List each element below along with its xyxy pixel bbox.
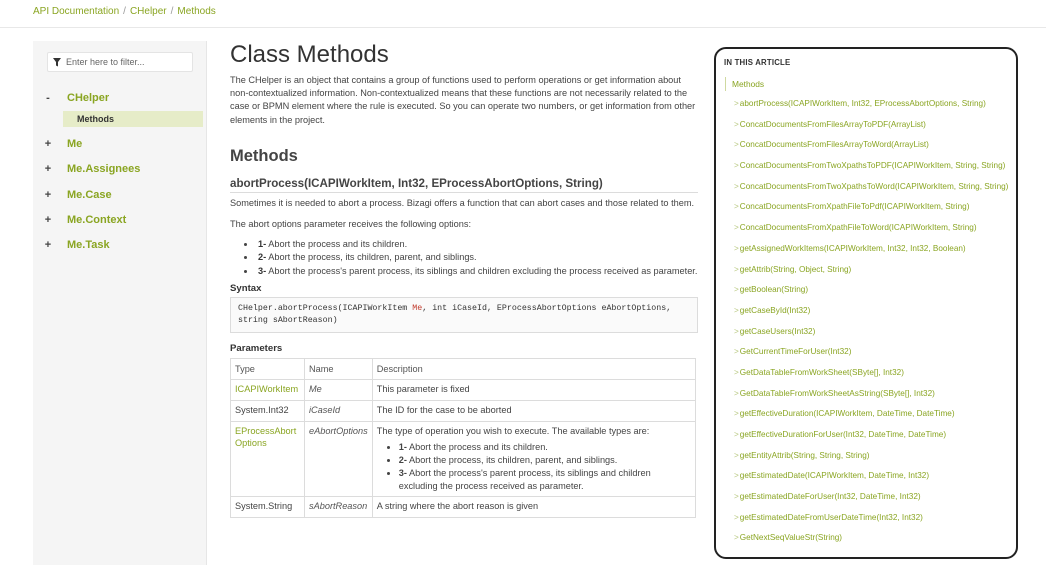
chevron-right-icon: > [734, 161, 739, 171]
param-description [372, 422, 695, 497]
expand-toggle[interactable]: + [44, 163, 52, 175]
toc-link[interactable] [734, 471, 1008, 492]
breadcrumb-separator: / [170, 6, 174, 17]
toc-link[interactable] [734, 368, 1008, 389]
toc-link-label[interactable]: GetDataTableFromWorkSheet(SByte[], Int32) [739, 367, 904, 377]
table-row [231, 422, 696, 497]
options-list [256, 238, 698, 279]
sidebar-item-me-case[interactable] [33, 185, 207, 205]
header-divider [0, 27, 1046, 28]
list-item [399, 467, 691, 493]
param-name: sAbortReason [305, 497, 373, 518]
method-title: abortProcess(ICAPIWorkItem, Int32, EProcessAbortOptions, String) [230, 176, 698, 193]
option-number: 1- [398, 442, 407, 453]
toc-link-label[interactable]: ConcatDocumentsFromFilesArrayToPDF(ArrayList) [739, 119, 926, 129]
chevron-right-icon: > [734, 430, 739, 439]
toc-link[interactable] [734, 223, 1008, 244]
toc-indicator [725, 77, 726, 91]
param-type [231, 422, 305, 497]
chevron-right-icon: > [734, 347, 739, 357]
option-text: Abort the process's parent process, its siblings and children excluding the process received as parameter. [398, 468, 651, 492]
parameters-table [230, 358, 696, 518]
chevron-right-icon: > [734, 202, 739, 212]
breadcrumb-root-link[interactable]: API Documentation [33, 6, 120, 17]
page-title: Class Methods [230, 41, 389, 68]
option-text: Abort the process's parent process, its siblings and children excluding the process received as parameter. [268, 265, 698, 276]
toc-link[interactable] [734, 492, 1008, 513]
toc-link-label[interactable]: ConcatDocumentsFromTwoXpathsToWord(ICAPIWorkItem, String, String) [739, 181, 1009, 191]
sidebar-item-label[interactable]: Me.Case [67, 189, 112, 201]
toc-link[interactable] [734, 306, 1008, 327]
sidebar [33, 41, 207, 565]
sidebar-item-label[interactable]: CHelper [67, 92, 110, 104]
column-header-name: Name [305, 359, 373, 380]
param-type: System.Int32 [231, 401, 305, 422]
sidebar-item-label[interactable]: Me.Assignees [67, 163, 141, 175]
main-content [230, 40, 698, 518]
sidebar-item-label[interactable]: Me.Context [67, 214, 127, 226]
code-text: CHelper.abortProcess(ICAPIWorkItem [238, 304, 413, 314]
breadcrumb [33, 6, 216, 17]
toc-link[interactable] [734, 430, 1008, 451]
code-text: , int iCaseId, EProcessAbortOptions eAbortOptions, string sAbortReason) [238, 304, 672, 326]
filter-input[interactable] [66, 57, 186, 67]
toc-link-label[interactable]: getEntityAttrib(String, String, String) [739, 450, 870, 460]
toc-list [734, 99, 1008, 554]
option-text: Abort the process, its children, parent, and siblings. [268, 252, 477, 263]
options-list [399, 441, 691, 493]
toc-link[interactable] [734, 265, 1008, 286]
methods-heading: Methods [230, 146, 298, 165]
toc-link-label[interactable]: ConcatDocumentsFromXpathFileToPdf(ICAPIWorkItem, String) [739, 202, 970, 212]
toc-link-label[interactable]: getEstimatedDate(ICAPIWorkItem, DateTime, Int32) [739, 471, 930, 481]
table-row [231, 497, 696, 518]
table-row [231, 401, 696, 422]
toc-link[interactable] [734, 99, 1008, 120]
column-header-description: Description [372, 359, 695, 380]
sidebar-item-methods[interactable] [63, 111, 203, 127]
chevron-right-icon: > [734, 243, 739, 253]
toc-root-link[interactable]: Methods [732, 79, 765, 89]
toc-link[interactable] [734, 533, 1008, 554]
list-item [399, 454, 691, 467]
chevron-right-icon: > [734, 409, 739, 419]
toc-link-label[interactable]: getEstimatedDateForUser(Int32, DateTime, Int32) [739, 492, 921, 502]
list-item [399, 441, 691, 454]
option-text: Abort the process, its children, parent, and siblings. [408, 455, 618, 466]
collapse-toggle[interactable]: - [46, 92, 50, 104]
toc-link[interactable] [734, 347, 1008, 368]
param-type [231, 380, 305, 401]
chevron-right-icon: > [734, 367, 739, 377]
chevron-right-icon: > [734, 140, 739, 150]
option-number: 3- [258, 265, 267, 276]
toc-link[interactable] [734, 285, 1008, 306]
filter-icon [53, 58, 61, 67]
syntax-heading: Syntax [230, 283, 262, 295]
option-text: Abort the process and its children. [268, 238, 408, 249]
filter-box[interactable] [47, 52, 193, 72]
option-number: 1- [258, 238, 267, 249]
toc-link-label[interactable]: getEffectiveDurationForUser(Int32, DateTime, DateTime) [739, 430, 947, 439]
code-keyword: Me [412, 304, 423, 314]
in-this-article-panel [714, 47, 1018, 559]
toc-link[interactable] [734, 140, 1008, 161]
chevron-right-icon: > [734, 450, 739, 460]
param-name: eAbortOptions [305, 422, 373, 497]
param-description: This parameter is fixed [372, 380, 695, 401]
expand-toggle[interactable]: + [44, 189, 52, 201]
table-header-row [231, 359, 696, 380]
toc-link[interactable] [734, 120, 1008, 141]
method-description: Sometimes it is needed to abort a process. Bizagi offers a function that can abort cases and those related to them. [230, 197, 695, 208]
toc-link-label[interactable]: getEffectiveDuration(ICAPIWorkItem, DateTime, DateTime) [739, 409, 955, 419]
intro-paragraph: The CHelper is an object that contains a group of functions used to perform operations or get information about non-contextualized information. Non-contextualized means that these functions are not necessarily related to the case or BPMN element where the rule is executed. So you can operate two numbers, or get information from other elements in the project. [230, 75, 696, 125]
sidebar-item-chelper[interactable] [33, 88, 207, 108]
param-description: A string where the abort reason is given [372, 497, 695, 518]
chevron-right-icon: > [734, 285, 739, 295]
chevron-right-icon: > [734, 471, 739, 481]
table-row [231, 380, 696, 401]
sidebar-item-label[interactable]: Me [67, 138, 83, 150]
list-item [256, 251, 698, 265]
option-number: 2- [398, 455, 407, 466]
chevron-right-icon: > [734, 119, 739, 129]
toc-link[interactable] [734, 389, 1008, 410]
sidebar-item-me[interactable] [33, 134, 207, 154]
list-item [256, 265, 698, 279]
sidebar-item-label[interactable]: Me.Task [67, 239, 110, 251]
toc-link[interactable] [734, 513, 1008, 534]
chevron-right-icon: > [734, 388, 739, 398]
toc-link-label[interactable]: GetNextSeqValueStr(String) [739, 533, 843, 543]
toc-link-label[interactable]: getBoolean(String) [739, 285, 809, 295]
breadcrumb-parent-link[interactable]: CHelper [129, 6, 167, 17]
list-item [256, 238, 698, 252]
breadcrumb-separator: / [123, 6, 126, 17]
option-number: 3- [398, 468, 407, 479]
param-description: The ID for the case to be aborted [372, 401, 695, 422]
sidebar-item-me-assignees[interactable] [33, 159, 207, 179]
chevron-right-icon: > [734, 264, 739, 274]
toc-link-label[interactable]: getCaseById(Int32) [739, 305, 811, 315]
param-name: Me [305, 380, 373, 401]
sidebar-item-me-task[interactable] [33, 235, 207, 255]
toc-link-label[interactable]: getEstimatedDateFromUserDateTime(Int32, Int32) [739, 512, 923, 522]
toc-link-label[interactable]: getCaseUsers(Int32) [739, 326, 816, 336]
toc-link-label[interactable]: ConcatDocumentsFromXpathFileToWord(ICAPIWorkItem, String) [739, 223, 977, 233]
sidebar-item-me-context[interactable] [33, 210, 207, 230]
options-intro: The abort options parameter receives the following options: [230, 218, 472, 229]
toc-link-label[interactable]: ConcatDocumentsFromFilesArrayToWord(ArrayList) [739, 140, 929, 150]
chevron-right-icon: > [734, 181, 739, 191]
chevron-right-icon: > [734, 326, 739, 336]
toc-link[interactable] [734, 161, 1008, 182]
syntax-code-block [230, 297, 698, 333]
toc-link[interactable] [734, 182, 1008, 203]
toc-link-label[interactable]: abortProcess(ICAPIWorkItem, Int32, EProcessAbortOptions, String) [739, 99, 986, 108]
toc-link[interactable] [734, 202, 1008, 223]
chevron-right-icon: > [734, 533, 739, 543]
param-description-text: The type of operation you wish to execute. The available types are: [376, 426, 650, 437]
toc-link-label[interactable]: GetDataTableFromWorkSheetAsString(SByte[], Int32) [739, 388, 935, 398]
breadcrumb-current[interactable]: Methods [177, 6, 216, 17]
chevron-right-icon: > [734, 492, 739, 502]
parameters-heading: Parameters [230, 343, 283, 355]
toc-link[interactable] [734, 451, 1008, 472]
column-header-type: Type [231, 359, 305, 380]
expand-toggle[interactable]: + [44, 138, 52, 150]
chevron-right-icon: > [734, 99, 739, 108]
toc-link[interactable] [734, 244, 1008, 265]
expand-toggle[interactable]: + [44, 239, 52, 251]
toc-link-label[interactable]: ConcatDocumentsFromTwoXpathsToPDF(ICAPIWorkItem, String, String) [739, 161, 1006, 171]
param-name: iCaseId [305, 401, 373, 422]
param-type-link[interactable]: ICAPIWorkItem [235, 384, 299, 395]
param-type: System.String [231, 497, 305, 518]
expand-toggle[interactable]: + [44, 214, 52, 226]
chevron-right-icon: > [734, 305, 739, 315]
param-type-link[interactable]: EProcessAbort Options [235, 426, 297, 449]
sidebar-item-label[interactable]: Methods [77, 114, 114, 124]
toc-link-label[interactable]: GetCurrentTimeForUser(Int32) [739, 347, 852, 357]
chevron-right-icon: > [734, 512, 739, 522]
toc-heading: IN THIS ARTICLE [724, 58, 791, 67]
option-text: Abort the process and its children. [408, 442, 548, 453]
option-number: 2- [258, 252, 267, 263]
toc-link[interactable] [734, 409, 1008, 430]
toc-link-label[interactable]: getAssignedWorkItems(ICAPIWorkItem, Int32, Int32, Boolean) [739, 243, 966, 253]
chevron-right-icon: > [734, 223, 739, 233]
toc-link[interactable] [734, 327, 1008, 348]
toc-link-label[interactable]: getAttrib(String, Object, String) [739, 264, 852, 274]
